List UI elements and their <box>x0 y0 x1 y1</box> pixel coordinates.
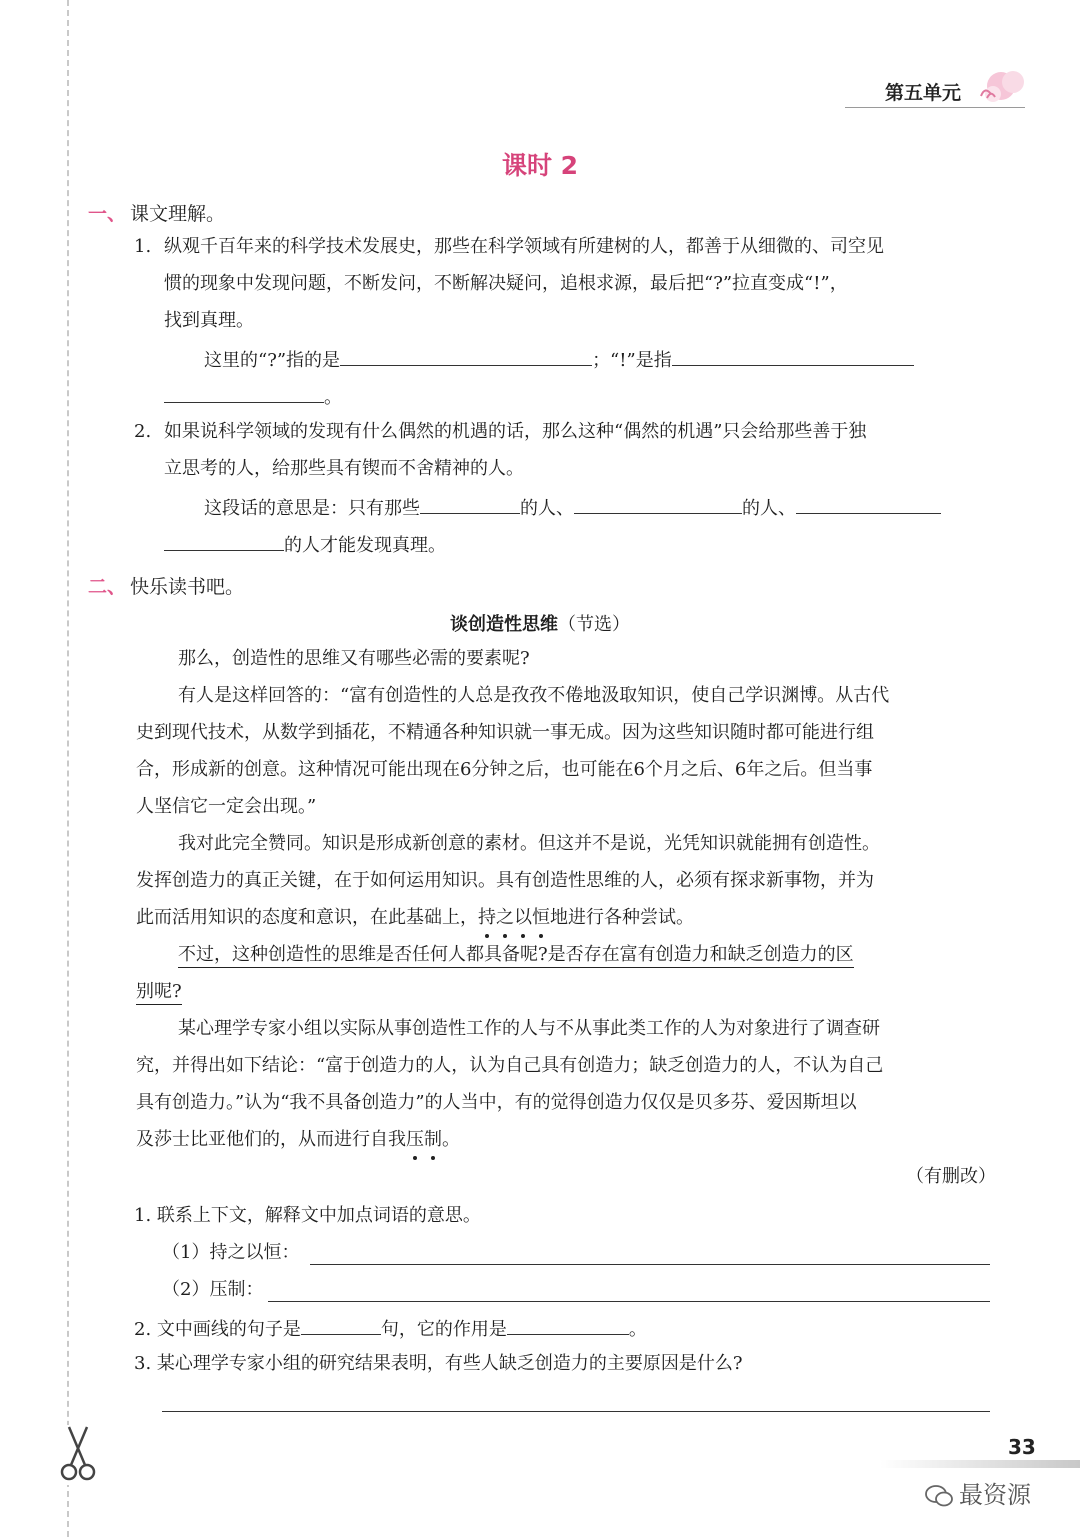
answer-line[interactable] <box>268 1301 990 1302</box>
watermark: 最资源 <box>925 1475 1031 1510</box>
q2-number: 2. <box>134 421 152 442</box>
passage-p5-line1: 某心理学专家小组以实际从事创造性工作的人与不从事此类工作的人为对象进行了调查研 <box>178 1018 880 1039</box>
answer-line[interactable] <box>162 1411 990 1412</box>
passage-title: 谈创造性思维（节选） <box>450 614 630 635</box>
s2-q1-b-label: （2）压制： <box>162 1279 264 1300</box>
s2-q1-a-label: （1）持之以恒： <box>162 1242 300 1263</box>
lesson-title: 课时 2 <box>501 151 579 180</box>
answer-blank[interactable] <box>672 347 914 366</box>
flower-decoration-icon <box>973 66 1033 110</box>
q2-fill-row-2: 的人才能发现真理。 <box>164 532 446 557</box>
cut-line <box>67 0 69 1537</box>
answer-blank[interactable] <box>164 384 324 403</box>
q1-line2: 惯的现象中发现问题，不断发问，不断解决疑问，追根求源，最后把“?”拉直变成“!”， <box>164 273 848 294</box>
page-number: 33 <box>1008 1435 1036 1459</box>
answer-blank[interactable] <box>301 1316 381 1335</box>
q1-fill-row: 这里的“?”指的是 ；“!”是指 <box>204 347 914 372</box>
passage-p3-line2: 发挥创造力的真正关键，在于如何运用知识。具有创造性思维的人，必须有探求新事物，并为 <box>136 870 874 891</box>
wechat-icon <box>925 1485 953 1507</box>
q1-fill-row-2: 。 <box>164 384 342 409</box>
passage-p2-line3: 合，形成新的创意。这种情况可能出现在6分钟之后，也可能在6个月之后、6年之后。但当事 <box>136 759 873 780</box>
passage-p2-line4: 人坚信它一定会出现。” <box>136 796 317 817</box>
section-heading-1: 一、 课文理解。 <box>88 203 226 225</box>
scissors-icon <box>55 1425 101 1485</box>
q1-line1: 纵观千百年来的科学技术发展史，那些在科学领域有所建树的人，都善于从细微的、司空见 <box>164 236 884 257</box>
q1-line3: 找到真理。 <box>164 310 254 331</box>
dotted-char: 之 <box>496 907 514 928</box>
answer-line[interactable] <box>310 1264 990 1265</box>
answer-blank[interactable] <box>507 1316 629 1335</box>
passage-p2-line2: 史到现代技术，从数学到插花，不精通各种知识就一事无成。因为这些知识随时都可能进行组 <box>136 722 874 743</box>
answer-blank[interactable] <box>796 495 941 514</box>
passage-p3-line1: 我对此完全赞同。知识是形成新创意的素材。但这并不是说，光凭知识就能拥有创造性。 <box>178 833 880 854</box>
passage-p5-line4: 及莎士比亚他们的，从而进行自我压制。 <box>136 1129 460 1150</box>
underlined-sentence-line2: 别呢? <box>136 981 182 1003</box>
passage-p3-line3: 此而活用知识的态度和意识，在此基础上，持之以恒地进行各种尝试。 <box>136 907 694 928</box>
underlined-sentence-line1: 不过，这种创造性的思维是否任何人都具备呢?是否存在富有创造力和缺乏创造力的区 <box>178 944 854 966</box>
passage-p1: 那么，创造性的思维又有哪些必需的要素呢? <box>178 648 530 669</box>
unit-header <box>845 70 1035 110</box>
dotted-char: 恒 <box>532 907 550 928</box>
unit-title: 第五单元 <box>885 82 962 104</box>
answer-blank[interactable] <box>574 495 742 514</box>
q1-number: 1. <box>134 236 152 257</box>
answer-blank[interactable] <box>420 495 520 514</box>
page-number-bar <box>880 1460 1080 1468</box>
q2-line1: 如果说科学领域的发现有什么偶然的机遇的话，那么这种“偶然的机遇”只会给那些善于独 <box>164 421 867 442</box>
dotted-char: 持 <box>478 907 496 928</box>
s2-q2-row: 2. 文中画线的句子是 句，它的作用是 。 <box>134 1316 647 1341</box>
dotted-char: 以 <box>514 907 532 928</box>
source-note: （有删改） <box>906 1166 996 1187</box>
s2-q1-text: 1. 联系上下文，解释文中加点词语的意思。 <box>134 1205 481 1226</box>
passage-p2-line1: 有人是这样回答的：“富有创造性的人总是孜孜不倦地汲取知识，使自己学识渊博。从古代 <box>178 685 890 706</box>
s2-q3-text: 3. 某心理学专家小组的研究结果表明，有些人缺乏创造力的主要原因是什么? <box>134 1353 743 1374</box>
answer-blank[interactable] <box>340 347 592 366</box>
q2-fill-row: 这段话的意思是：只有那些 的人、 的人、 <box>204 495 941 520</box>
dotted-char: 压 <box>406 1129 424 1150</box>
answer-blank[interactable] <box>164 532 284 551</box>
passage-p5-line3: 具有创造力。”认为“我不具备创造力”的人当中，有的觉得创造力仅仅是贝多芬、爱因斯坦以 <box>136 1092 857 1113</box>
dotted-char: 制 <box>424 1129 442 1150</box>
q2-line2: 立思考的人，给那些具有锲而不舍精神的人。 <box>164 458 524 479</box>
passage-p5-line2: 究，并得出如下结论：“富于创造力的人，认为自己具有创造力；缺乏创造力的人，不认为自己 <box>136 1055 884 1076</box>
section-heading-2: 二、 快乐读书吧。 <box>88 576 245 598</box>
